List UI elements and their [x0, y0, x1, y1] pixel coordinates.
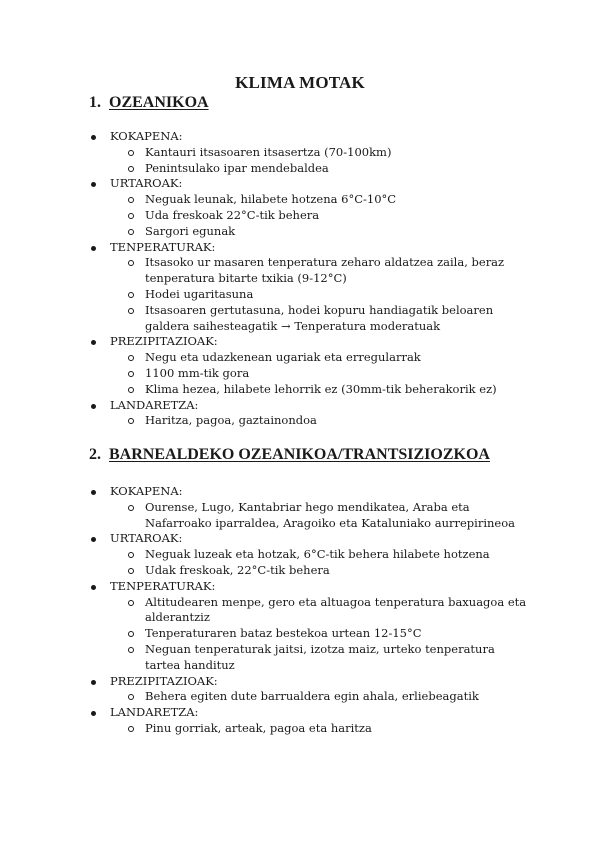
list-item-text: Tenperaturaren bataz bestekoa urtean 12-15°C — [145, 626, 422, 641]
circle-bullet-icon — [128, 631, 134, 637]
category-text: URTAROAK: — [110, 176, 183, 191]
bullet-icon — [91, 404, 96, 409]
bullet-icon — [91, 340, 96, 345]
circle-bullet-icon — [128, 568, 134, 574]
list-item — [0, 626, 600, 642]
list-item — [0, 721, 600, 737]
bullet-icon — [91, 680, 96, 685]
circle-bullet-icon — [128, 647, 134, 653]
section-1-list — [0, 129, 600, 429]
list-item — [0, 563, 600, 579]
category-text: LANDARETZA: — [110, 397, 199, 412]
circle-bullet-icon — [128, 552, 134, 558]
list-item — [0, 366, 600, 382]
category-label — [0, 531, 600, 547]
category-block — [0, 129, 600, 176]
category-text: KOKAPENA: — [110, 129, 183, 143]
bullet-icon — [91, 182, 96, 187]
bullet-icon — [91, 135, 96, 140]
category-label — [0, 484, 600, 500]
category-block — [0, 176, 600, 239]
list-item-text: Sargori egunak — [145, 223, 236, 238]
circle-bullet-icon — [128, 213, 134, 219]
category-label — [0, 129, 600, 145]
list-item — [0, 208, 600, 224]
category-block — [0, 705, 600, 737]
category-block — [0, 398, 600, 430]
list-item-text: Uda freskoak 22°C-tik behera — [145, 207, 320, 222]
list-item-text: Behera egiten dute barrualdera egin ahala, erliebeagatik — [145, 689, 479, 704]
list-item-text: Hodei ugaritasuna — [145, 286, 254, 301]
category-block — [0, 531, 600, 578]
section-title: OZEANIKOA — [109, 94, 209, 111]
list-item — [0, 145, 600, 161]
list-item — [0, 595, 600, 627]
bullet-icon — [91, 490, 96, 495]
circle-bullet-icon — [128, 694, 134, 700]
circle-bullet-icon — [128, 505, 134, 511]
list-item-text: Itsasoaren gertutasuna, hodei kopuru handiagatik beloaren galdera saihesteagatik → Tenperatura moderatuak — [145, 302, 494, 333]
list-item-text: Klima hezea, hilabete lehorrik ez (30mm-tik beherakorik ez) — [145, 381, 497, 396]
list-item-text: Neguan tenperaturak jaitsi, izotza maiz, urteko tenperatura tartea handituz — [145, 641, 495, 672]
category-text: TENPERATURAK: — [110, 239, 216, 254]
category-label — [0, 334, 600, 350]
circle-bullet-icon — [128, 355, 134, 361]
list-item — [0, 287, 600, 303]
section-heading-1 — [89, 94, 209, 112]
category-label — [0, 674, 600, 690]
list-item — [0, 224, 600, 240]
list-item-text: Negu eta udazkenean ugariak eta erregularrak — [145, 350, 421, 365]
circle-bullet-icon — [128, 387, 134, 393]
list-item — [0, 303, 600, 335]
list-item-text: Ourense, Lugo, Kantabriar hego mendikatea, Araba eta Nafarroako iparraldea, Aragoiko eta Kataluniako aurrepirineoa — [145, 499, 515, 530]
circle-bullet-icon — [128, 197, 134, 203]
bullet-icon — [91, 585, 96, 590]
category-label — [0, 176, 600, 192]
circle-bullet-icon — [128, 600, 134, 606]
list-item — [0, 413, 600, 429]
section-heading-2 — [89, 446, 490, 464]
circle-bullet-icon — [128, 371, 134, 377]
list-item-text: Kantauri itsasoaren itsasertza (70-100km) — [145, 144, 392, 159]
category-text: URTAROAK: — [110, 531, 183, 546]
list-item — [0, 192, 600, 208]
circle-bullet-icon — [128, 229, 134, 235]
category-block — [0, 579, 600, 674]
category-label — [0, 398, 600, 414]
page-title: KLIMA MOTAK — [235, 73, 365, 92]
bullet-icon — [91, 537, 96, 542]
section-number: 1. — [89, 94, 101, 111]
circle-bullet-icon — [128, 166, 134, 172]
list-item-text: 1100 mm-tik gora — [145, 365, 250, 380]
list-item-text: Neguak luzeak eta hotzak, 6°C-tik behera hilabete hotzena — [145, 547, 490, 562]
list-item-text: Altitudearen menpe, gero eta altuagoa tenperatura baxuagoa eta alderantziz — [145, 594, 527, 625]
circle-bullet-icon — [128, 308, 134, 314]
category-label — [0, 579, 600, 595]
category-block — [0, 674, 600, 706]
list-item — [0, 500, 600, 532]
category-label — [0, 240, 600, 256]
circle-bullet-icon — [128, 292, 134, 298]
list-item — [0, 642, 600, 674]
list-item — [0, 350, 600, 366]
list-item-text: Penintsulako ipar mendebaldea — [145, 160, 329, 175]
circle-bullet-icon — [128, 260, 134, 266]
list-item-text: Pinu gorriak, arteak, pagoa eta haritza — [145, 720, 372, 735]
category-block — [0, 240, 600, 335]
list-item — [0, 161, 600, 177]
section-number: 2. — [89, 446, 101, 463]
list-item — [0, 382, 600, 398]
list-item-text: Neguak leunak, hilabete hotzena 6°C-10°C — [145, 192, 397, 207]
section-2-list — [0, 484, 600, 737]
category-text: LANDARETZA: — [110, 705, 199, 720]
category-text: PREZIPITAZIOAK: — [110, 673, 218, 688]
bullet-icon — [91, 711, 96, 716]
list-item-text: Itsasoko ur masaren tenperatura zeharo aldatzea zaila, beraz tenperatura bitarte txikia (9-12°C) — [145, 255, 505, 286]
list-item — [0, 255, 600, 287]
circle-bullet-icon — [128, 150, 134, 156]
category-text: PREZIPITAZIOAK: — [110, 334, 218, 349]
category-block — [0, 484, 600, 531]
circle-bullet-icon — [128, 726, 134, 732]
category-text: KOKAPENA: — [110, 484, 183, 498]
circle-bullet-icon — [128, 418, 134, 424]
category-block — [0, 334, 600, 397]
bullet-icon — [91, 246, 96, 251]
category-label — [0, 705, 600, 721]
section-title: BARNEALDEKO OZEANIKOA/TRANTSIZIOZKOA — [109, 446, 490, 463]
list-item-text: Udak freskoak, 22°C-tik behera — [145, 562, 330, 577]
list-item-text: Haritza, pagoa, gaztainondoa — [145, 413, 317, 428]
category-text: TENPERATURAK: — [110, 578, 216, 593]
list-item — [0, 689, 600, 705]
list-item — [0, 547, 600, 563]
